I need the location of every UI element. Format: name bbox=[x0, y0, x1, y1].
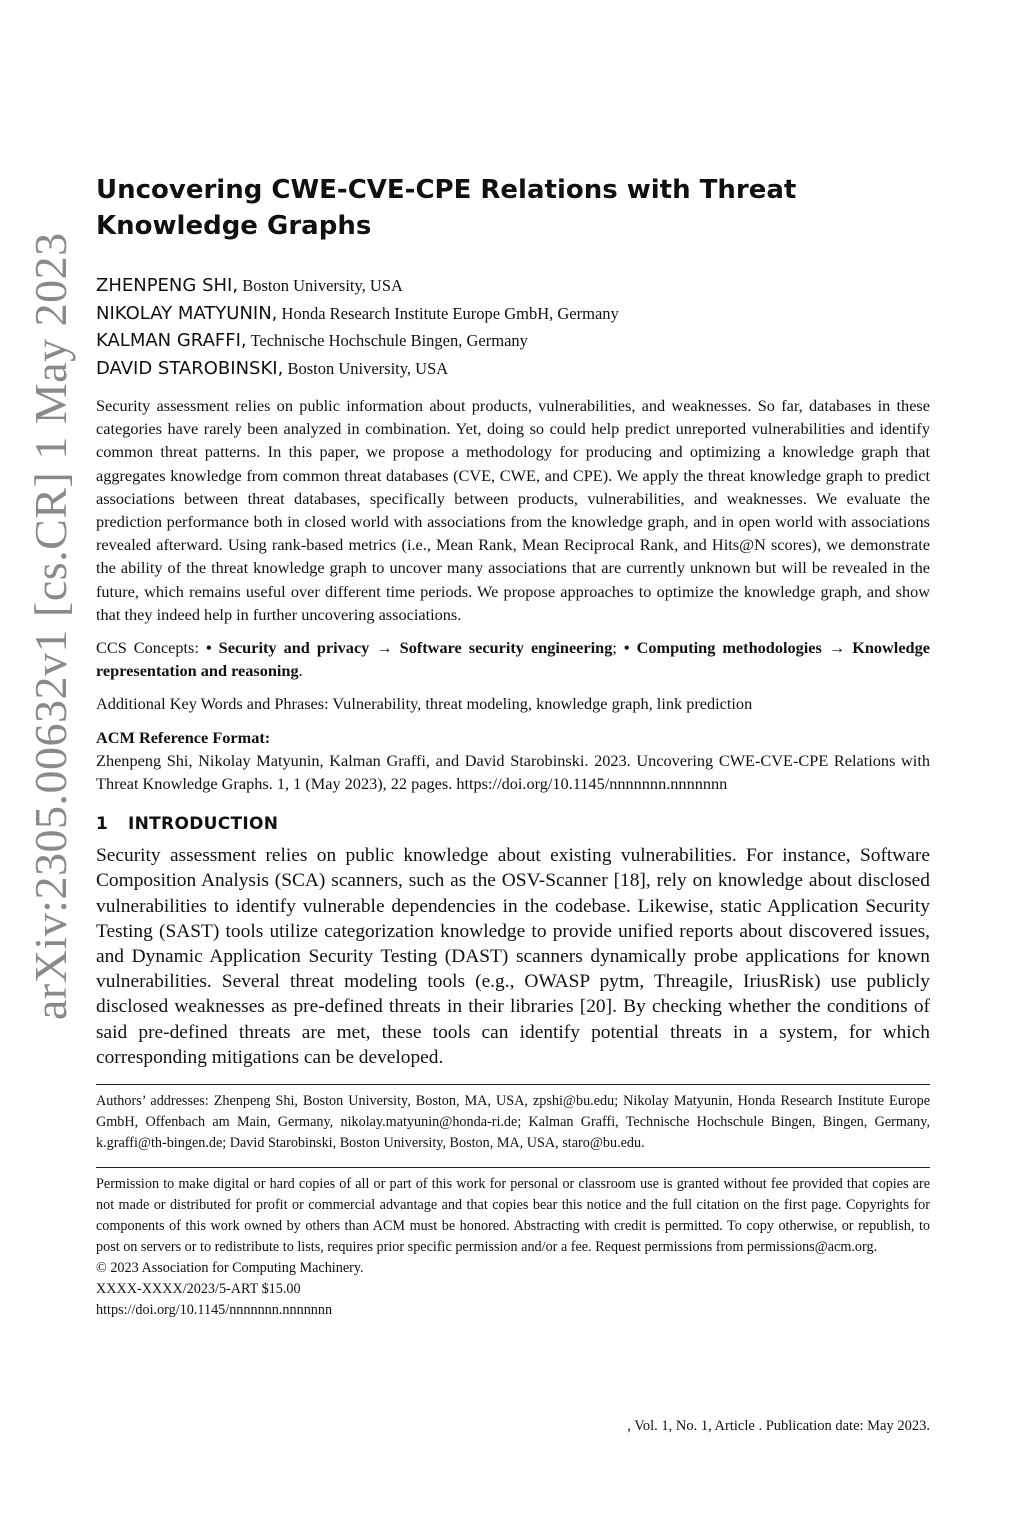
section-heading bbox=[96, 809, 930, 839]
paper-title: Uncovering CWE-CVE-CPE Relations with Threat Knowledge Graphs bbox=[96, 175, 797, 241]
author-name: NIKOLAY MATYUNIN, bbox=[96, 302, 278, 324]
copyright-line: © 2023 Association for Computing Machinery. bbox=[96, 1259, 364, 1276]
footnote-divider bbox=[96, 1084, 930, 1085]
author-entry bbox=[96, 355, 930, 383]
arxiv-stamp: arXiv:2305.00632v1 [cs.CR] 1 May 2023 bbox=[25, 232, 76, 1020]
paper-page bbox=[96, 172, 930, 1321]
introduction-text: Security assessment relies on public knowledge about existing vulnerabilities. For instance, Software Composition Analysis (SCA) scanners, such as the OSV-Scanner [18], rely on knowledge about disclosed vulnerabilities to identify vulnerable dependencies in the codebase. Likewise, static Application Security Testing (SAST) tools utilize categorization knowledge to provide unified reports about discovered issues, and Dynamic Application Security Testing (DAST) scanners dynamically probe applications for known vulnerabilities. Several threat modeling tools (e.g., OWASP pytm, Threagile, IriusRisk) use publicly disclosed weaknesses as pre-defined threats in their libraries [20]. By checking whether the conditions of said pre-defined threats are met, these tools can identify potential threats in a system, for which corresponding mitigations can be developed. bbox=[96, 845, 930, 1068]
acm-reference-heading: ACM Reference Format: bbox=[96, 727, 271, 747]
author-entry bbox=[96, 300, 930, 328]
author-list bbox=[96, 272, 930, 382]
ccs-concept-2: • Computing methodologies → Knowledge representation and reasoning bbox=[96, 638, 930, 681]
author-name: KALMAN GRAFFI, bbox=[96, 330, 247, 351]
issn-line: XXXX-XXXX/2023/5-ART $15.00 bbox=[96, 1280, 301, 1297]
ccs-concept-1: • Security and privacy → Software security engineering bbox=[205, 638, 613, 658]
author-name: ZHENPENG SHI, bbox=[96, 275, 239, 296]
author-affiliation: Boston University, USA bbox=[238, 276, 403, 295]
author-affiliation: Boston University, USA bbox=[283, 358, 449, 378]
ccs-label: CCS Concepts: bbox=[96, 638, 206, 658]
author-entry bbox=[96, 327, 930, 355]
doi-link[interactable]: https://doi.org/10.1145/nnnnnnn.nnnnnnn bbox=[96, 1301, 333, 1318]
author-entry bbox=[96, 272, 930, 300]
acm-reference bbox=[96, 726, 930, 796]
ccs-end: . bbox=[298, 661, 303, 681]
author-name: DAVID STAROBINSKI, bbox=[96, 357, 284, 379]
publication-footer: , Vol. 1, No. 1, Article . Publication date: May 2023. bbox=[627, 1418, 930, 1434]
ccs-separator: ; bbox=[612, 638, 624, 658]
abstract: Security assessment relies on public information about products, vulnerabilities, and weaknesses. So far, databases in these categories have rarely been analyzed in combination. Yet, doing so could help predict unreported vulnerabilities and identify common threat patterns. In this paper, we propose a methodology for producing and optimizing a knowledge graph that aggregates knowledge from common threat databases (CVE, CWE, and CPE). We apply the threat knowledge graph to predict associations between threat databases, specifically between products, vulnerabilities, and weaknesses. We evaluate the prediction performance both in closed world with associations from the knowledge graph, and in open world with associations revealed afterward. Using rank-based metrics (i.e., Mean Rank, Mean Reciprocal Rank, and Hits@N scores), we demonstrate the ability of the threat knowledge graph to uncover many associations that are currently unknown but will be revealed in the future, which remains useful over different time periods. We propose approaches to optimize the knowledge graph, and show that they indeed help in further uncovering associations. bbox=[96, 396, 930, 624]
permission-divider bbox=[96, 1167, 930, 1168]
acm-reference-text: Zhenpeng Shi, Nikolay Matyunin, Kalman Graffi, and David Starobinski. 2023. Uncovering CWE-CVE-CPE Relations with Threat Knowledge Graphs. 1, 1 (May 2023), 22 pages. https://doi.org/10.1145/nnnnnnn.nnnnnnn bbox=[96, 750, 930, 794]
authors-addresses: Authors’ addresses: Zhenpeng Shi, Boston University, Boston, MA, USA, zpshi@bu.edu; Nikolay Matyunin, Honda Research Institute Europe GmbH, Offenbach am Main, Germany, nikolay.matyunin@honda-ri.de; Kalman Graffi, Technische Hochschule Bingen, Bingen, Germany, k.graffi@th-bingen.de; David Starobinski, Boston University, Boston, MA, USA, staro@bu.edu. bbox=[96, 1093, 930, 1151]
section-number: 1 bbox=[96, 814, 109, 835]
author-affiliation: Honda Research Institute Europe GmbH, Germany bbox=[277, 303, 619, 323]
keywords: Additional Key Words and Phrases: Vulnerability, threat modeling, knowledge graph, link prediction bbox=[96, 694, 753, 714]
section-title: INTRODUCTION bbox=[128, 814, 279, 835]
author-affiliation: Technische Hochschule Bingen, Germany bbox=[246, 331, 528, 350]
permission-notice: Permission to make digital or hard copies of all or part of this work for personal or classroom use is granted without fee provided that copies are not made or distributed for profit or commercial advantage and that copies bear this notice and the full citation on the first page. Copyrights for components of this work owned by others than ACM must be honored. Abstracting with credit is permitted. To copy otherwise, or republish, to post on servers or to redistribute to lists, requires prior specific permission and/or a fee. Request permissions from permissions@acm.org. bbox=[96, 1176, 930, 1255]
ccs-concepts bbox=[96, 636, 930, 682]
